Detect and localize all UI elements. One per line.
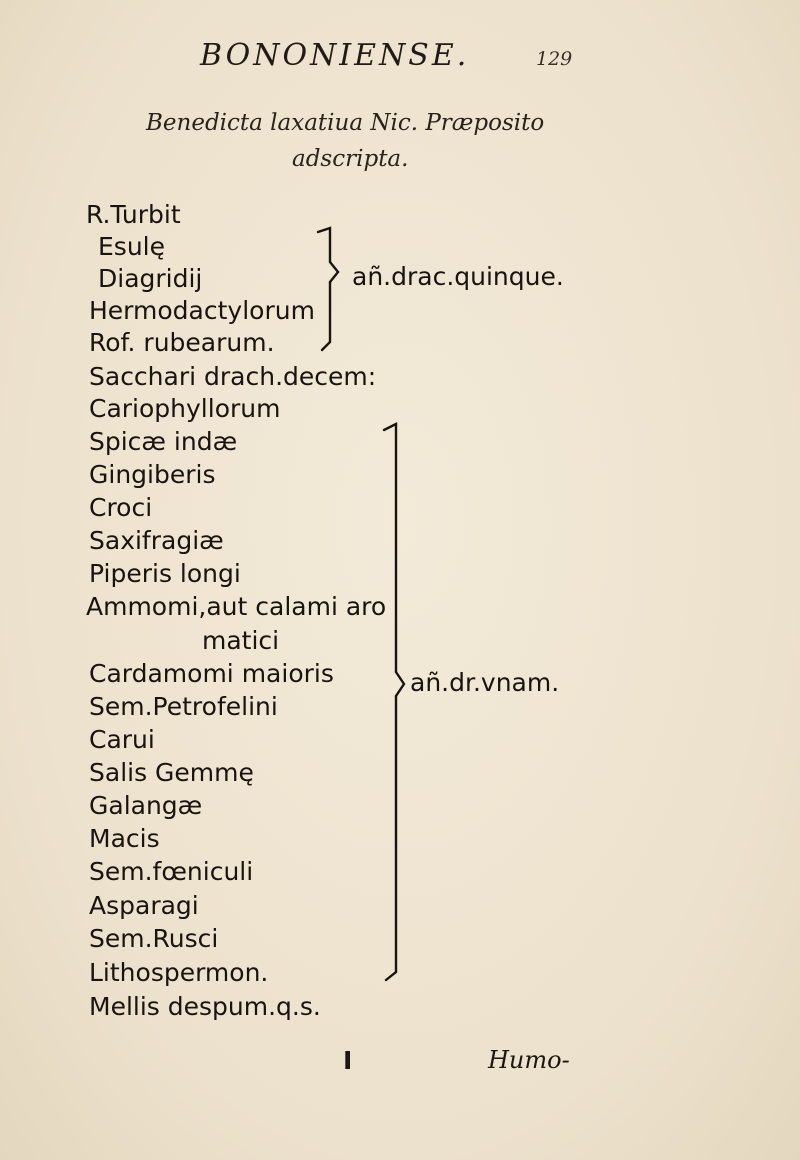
ingredient-line: Cariophyllorum <box>89 394 281 423</box>
ingredient-line: R.Turbit <box>86 200 181 229</box>
ingredient-line: Saxifragiæ <box>89 526 224 555</box>
page-number: 129 <box>536 48 573 70</box>
ingredient-line: Piperis longi <box>89 559 241 588</box>
ingredient-line: matici <box>202 626 280 655</box>
brace-group2 <box>384 424 404 980</box>
ingredient-line: Mellis despum.q.s. <box>89 992 321 1021</box>
ingredient-line: Sem.Rusci <box>89 924 219 953</box>
ingredient-line: Carui <box>89 725 155 754</box>
running-head: BONONIENSE. <box>200 38 470 73</box>
recipe-title-line2: adscripta. <box>292 146 409 172</box>
ingredient-line: Rof. rubearum. <box>89 328 275 357</box>
brace-group1 <box>318 228 338 350</box>
ingredient-line: Spicæ indæ <box>89 427 238 456</box>
ingredient-line: Gingiberis <box>89 460 216 489</box>
ingredient-line: Salis Gemmę <box>89 758 254 787</box>
ingredient-line: Sacchari drach.decem: <box>89 362 377 391</box>
ingredient-line: Ammomi,aut calami aro <box>86 592 387 621</box>
catchword: Humo- <box>488 1046 570 1074</box>
ingredient-line: Croci <box>89 493 153 522</box>
ingredient-line: Galangæ <box>89 791 203 820</box>
ingredient-line: Sem.Petrofelini <box>89 692 278 721</box>
signature-mark: I <box>343 1046 353 1075</box>
ingredient-line: Hermodactylorum <box>89 296 315 325</box>
quantity-label: añ.drac.quinque. <box>352 262 564 291</box>
ingredient-line: Sem.fœniculi <box>89 857 254 886</box>
recipe-title-line1: Benedicta laxatiua Nic. Præposito <box>146 110 545 136</box>
ingredient-line: Macis <box>89 824 160 853</box>
ingredient-line: Diagridij <box>98 264 203 293</box>
ingredient-line: Lithospermon. <box>89 958 269 987</box>
quantity-label: añ.dr.vnam. <box>410 668 560 697</box>
ingredient-line: Cardamomi maioris <box>89 659 334 688</box>
ingredient-line: Esulę <box>98 232 165 261</box>
ingredient-line: Asparagi <box>89 891 199 920</box>
